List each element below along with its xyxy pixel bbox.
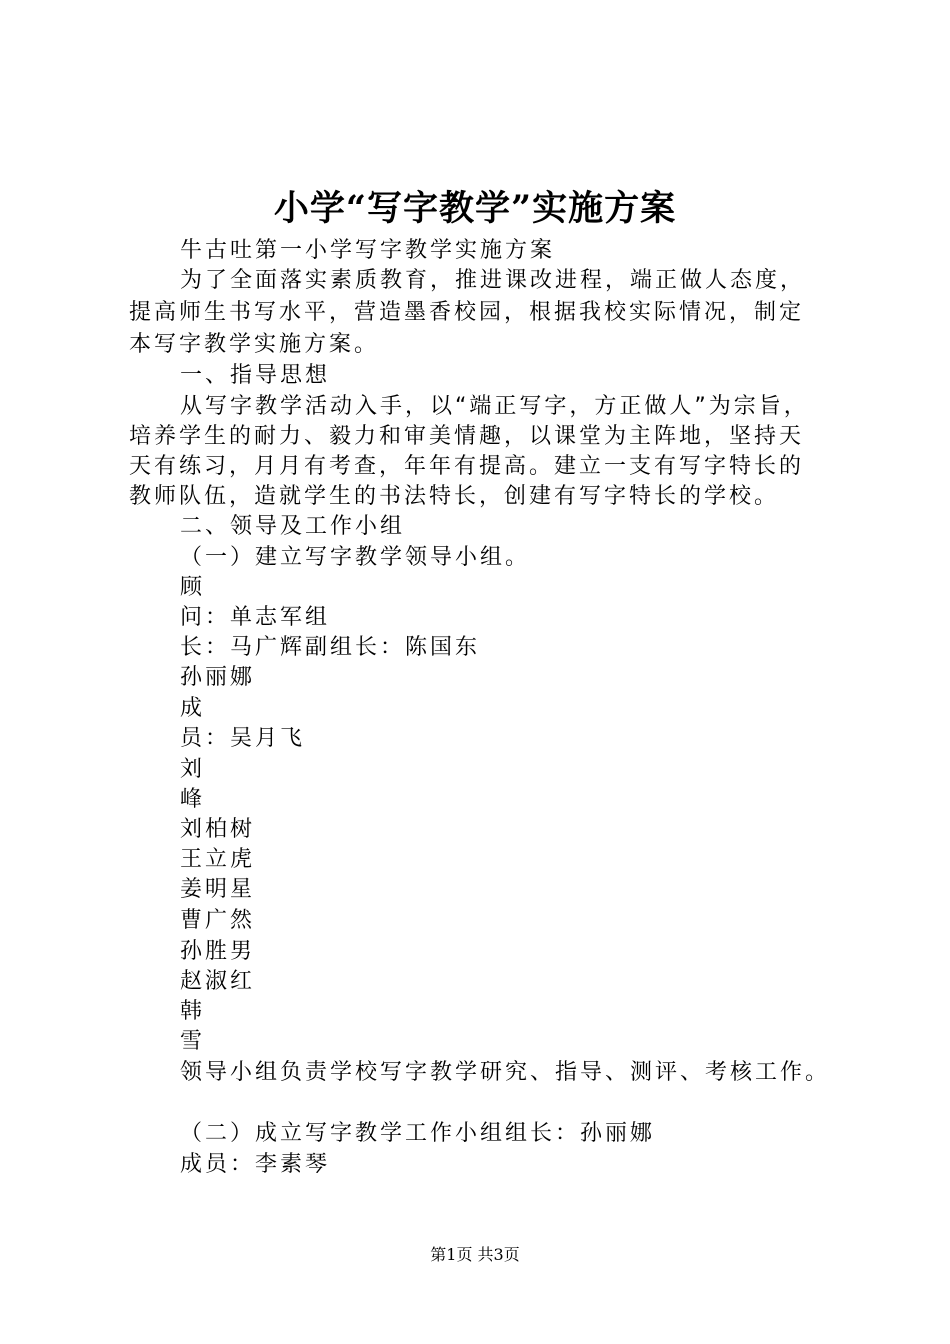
member-line: 峰 <box>180 787 206 812</box>
member-line: 韩 <box>180 999 206 1024</box>
body-line: 从写字教学活动入手，以“端正写字，方正做人”为宗旨， <box>180 394 809 419</box>
section-heading: 一、指导思想 <box>180 363 331 388</box>
body-line: 领导小组负责学校写字教学研究、指导、测评、考核工作。 <box>180 1060 831 1085</box>
member-line: 雪 <box>180 1029 206 1054</box>
member-line: 曹广然 <box>180 908 256 933</box>
document-title: 小学“写字教学”实施方案 <box>273 188 677 229</box>
body-line: 天有练习，月月有考查，年年有提高。建立一支有写字特长的 <box>129 454 805 479</box>
member-line: 成 <box>180 696 206 721</box>
page-number: 第1页 共3页 <box>430 1245 520 1264</box>
body-line: 教师队伍，造就学生的书法特长，创建有写字特长的学校。 <box>129 484 780 509</box>
member-line: 孙丽娜 <box>180 665 256 690</box>
body-line: 提高师生书写水平，营造墨香校园，根据我校实际情况，制定 <box>129 300 805 325</box>
member-line: 员：吴月飞 <box>180 726 306 751</box>
body-line: 本写字教学实施方案。 <box>129 332 380 357</box>
section-heading: 二、领导及工作小组 <box>180 514 406 539</box>
subsection-heading: （一）建立写字教学领导小组。 <box>180 545 531 570</box>
member-line: 顾 <box>180 575 206 600</box>
member-line: 刘柏树 <box>180 817 256 842</box>
body-line: 培养学生的耐力、毅力和审美情趣，以课堂为主阵地，坚持天 <box>129 424 805 449</box>
member-line: 赵淑红 <box>180 969 256 994</box>
member-line: 姜明星 <box>180 877 256 902</box>
member-line: 孙胜男 <box>180 939 256 964</box>
member-line: 问：单志军组 <box>180 605 331 630</box>
member-line: 成员：李素琴 <box>180 1152 331 1177</box>
subsection-heading: （二）成立写字教学工作小组组长：孙丽娜 <box>180 1121 656 1146</box>
member-line: 长：马广辉副组长：陈国东 <box>180 635 481 660</box>
member-line: 王立虎 <box>180 847 256 872</box>
member-line: 刘 <box>180 757 206 782</box>
body-line: 牛古吐第一小学写字教学实施方案 <box>180 238 556 263</box>
body-line: 为了全面落实素质教育，推进课改进程，端正做人态度， <box>180 268 806 293</box>
